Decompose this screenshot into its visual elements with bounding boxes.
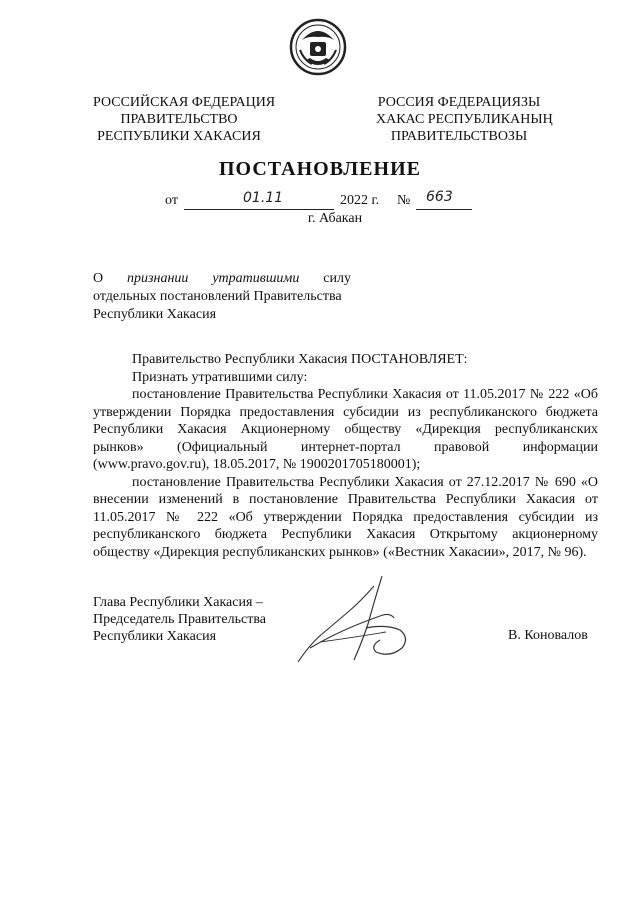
header-left-line-2: ПРАВИТЕЛЬСТВО [120, 112, 238, 127]
signatory-position-line-1: Глава Республики Хакасия – [93, 595, 263, 610]
subject-word-3: утратившими [212, 271, 300, 286]
coat-of-arms-emblem [288, 16, 348, 78]
subject-line-2: отдельных постановлений Правительства [93, 289, 342, 304]
handwritten-number: 663 [426, 189, 453, 205]
body-paragraph-resolution-222: постановление Правительства Республики Хакасия от 11.05.2017 № 222 «Об утверждении Порядка предоставления субсидии из республиканского бюджета Республики Хакасия Акционерному обществу «Дирекция республиканских рынков» (Официальный интернет-портал правовой информации (www.pravo.gov.ru), 18.05.2017, № 1900201705180001); [93, 387, 598, 472]
header-right-line-2: ХАКАС РЕСПУБЛИКАНЫҢ [376, 112, 553, 127]
subject-word-2: признании [127, 271, 189, 286]
subject-word-4: силу [323, 271, 351, 286]
date-number-line [0, 189, 640, 213]
signatory-position-line-2: Председатель Правительства [93, 612, 266, 627]
number-label: № [397, 193, 411, 208]
header-right-khakas [376, 94, 553, 145]
date-from-label: от [165, 193, 178, 208]
signatory-position-line-3: Республики Хакасия [93, 629, 217, 644]
header-left-line-3: РЕСПУБЛИКИ ХАКАСИЯ [97, 129, 261, 144]
handwritten-date: 01.11 [243, 190, 284, 206]
body-paragraph-resolution-690: постановление Правительства Республики Хакасия от 27.12.2017 № 690 «О внесении изменений в постановление Правительства Республики Хакасия от 11.05.2017 № 222 «Об утверждении Порядка предоставления субсидии из республиканского бюджета Республики Хакасия Открытому акционерному обществу «Дирекция республиканских рынков» («Вестник Хакасии», 2017, № 96). [93, 474, 598, 560]
city-label: г. Абакан [307, 211, 363, 226]
year-label: 2022 г. [340, 193, 380, 208]
header-right-line-3: ПРАВИТЕЛЬСТВОЗЫ [390, 129, 528, 144]
handwritten-signature [290, 572, 420, 668]
document-body [93, 351, 598, 561]
header-left-russian [93, 94, 276, 145]
body-paragraph-repeal-intro: Признать утратившими силу: [132, 369, 308, 385]
subject-block [93, 270, 351, 324]
signatory-position [93, 594, 266, 645]
signatory-name: В. Коновалов [508, 628, 588, 643]
body-paragraph-resolves: Правительство Республики Хакасия ПОСТАНОВЛЯЕТ: [132, 352, 468, 367]
document-title: ПОСТАНОВЛЕНИЕ [219, 158, 421, 180]
header-left-line-1: РОССИЙСКАЯ ФЕДЕРАЦИЯ [93, 95, 276, 110]
subject-line-3: Республики Хакасия [93, 307, 217, 322]
subject-word-1: О [93, 271, 104, 286]
subject-line-1 [93, 270, 351, 288]
header-right-line-1: РОССИЯ ФЕДЕРАЦИЯЗЫ [377, 95, 541, 110]
